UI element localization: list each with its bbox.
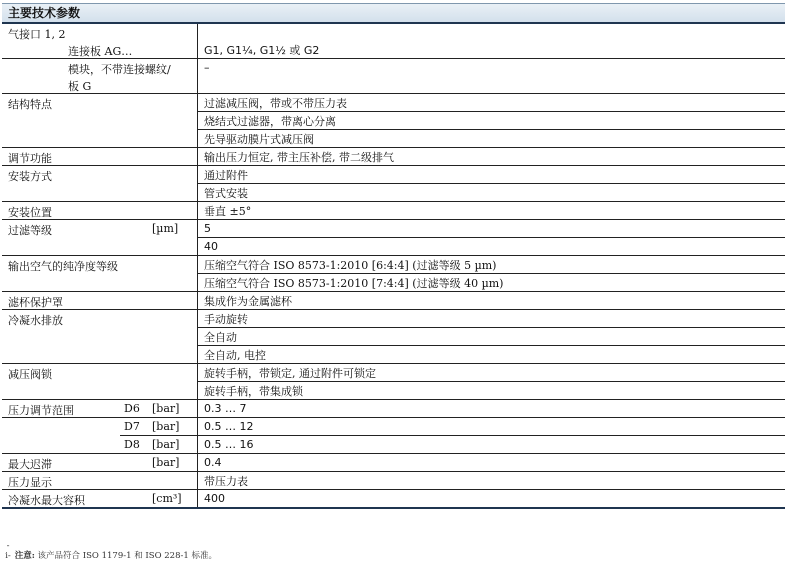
row-label: 滤杯保护罩 xyxy=(8,296,63,309)
row-value: 手动旋转 xyxy=(198,310,786,328)
row-value: 烧结式过滤器，带离心分离 xyxy=(198,112,786,130)
row-label: 压力显示 xyxy=(8,476,52,489)
variant-code: D6 xyxy=(124,402,140,415)
table-row xyxy=(2,41,785,59)
row-sublabel: 板 G xyxy=(68,80,92,93)
table-row xyxy=(2,364,785,382)
row-value: 通过附件 xyxy=(198,166,786,184)
table-row xyxy=(2,202,785,220)
spec-sheet xyxy=(2,3,785,509)
row-label: 输出空气的纯净度等级 xyxy=(8,260,118,273)
variant-code: D8 xyxy=(124,437,140,451)
table-row xyxy=(2,436,785,454)
row-value: 垂直 ±5° xyxy=(198,202,786,220)
row-label: 减压阀锁 xyxy=(8,368,52,381)
variant-code: D7 xyxy=(124,420,140,433)
row-value: 带压力表 xyxy=(198,472,786,490)
footnote xyxy=(4,541,217,561)
table-row xyxy=(2,328,785,346)
row-label: 气接口 1, 2 xyxy=(8,28,66,41)
table-row xyxy=(2,148,785,166)
row-value: 0.5 … 12 xyxy=(198,418,786,436)
row-value: 0.3 … 7 xyxy=(198,400,786,418)
row-value: 400 xyxy=(204,492,225,505)
row-value: 0.4 xyxy=(198,454,786,472)
unit-label: [bar] xyxy=(152,420,180,433)
unit-label: [bar] xyxy=(152,456,180,469)
table-row xyxy=(2,382,785,400)
unit-label: [cm³] xyxy=(152,492,182,505)
table-row xyxy=(2,418,785,436)
row-label: 安装位置 xyxy=(8,206,52,219)
row-value: 全自动, 电控 xyxy=(198,346,786,364)
unit-label: [µm] xyxy=(152,222,179,235)
row-value: 旋转手柄，带锁定, 通过附件可锁定 xyxy=(198,364,786,382)
table-row xyxy=(2,130,785,148)
table-row xyxy=(2,94,785,112)
table-row xyxy=(2,220,785,238)
spec-table xyxy=(2,24,785,507)
table-row xyxy=(2,292,785,310)
table-row xyxy=(2,310,785,328)
row-label: 最大迟滞 xyxy=(8,458,52,471)
row-value: 全自动 xyxy=(198,328,786,346)
note-label: 注意: xyxy=(14,551,35,561)
row-label: 冷凝水最大容积 xyxy=(8,494,85,507)
unit-label: [bar] xyxy=(152,437,180,451)
table-row xyxy=(2,238,785,256)
row-value: 管式安装 xyxy=(198,184,786,202)
row-value: 集成作为金属滤杯 xyxy=(198,292,786,310)
row-label: 过滤等级 xyxy=(8,224,52,237)
divider xyxy=(2,507,785,509)
row-label: 调节功能 xyxy=(8,152,52,165)
info-icon: -i- xyxy=(5,541,11,561)
table-row xyxy=(2,256,785,274)
table-row xyxy=(2,274,785,292)
table-row xyxy=(2,346,785,364)
table-row xyxy=(2,166,785,184)
row-value: 过滤减压阀，带或不带压力表 xyxy=(198,94,786,112)
row-value: 40 xyxy=(198,238,786,256)
row-value: – xyxy=(198,59,786,94)
table-row xyxy=(2,454,785,472)
row-value: G1, G1¼, G1½ 或 G2 xyxy=(198,41,786,59)
note-text: 该产品符合 ISO 1179-1 和 ISO 228-1 标准。 xyxy=(37,551,217,561)
row-label: 结构特点 xyxy=(8,98,52,111)
unit-label: [bar] xyxy=(152,402,180,415)
row-value: 压缩空气符合 ISO 8573-1:2010 [7:4:4] (过滤等级 40 µm) xyxy=(198,274,786,292)
table-row xyxy=(2,490,785,508)
row-value: 0.5 … 16 xyxy=(198,436,786,454)
table-row xyxy=(2,184,785,202)
table-row xyxy=(2,400,785,418)
row-value: 先导驱动膜片式减压阀 xyxy=(198,130,786,148)
row-label: 安装方式 xyxy=(8,170,52,183)
table-row xyxy=(2,24,785,41)
row-sublabel: 连接板 AG… xyxy=(68,45,133,58)
row-value: 压缩空气符合 ISO 8573-1:2010 [6:4:4] (过滤等级 5 µm) xyxy=(198,256,786,274)
row-sublabel: 模块，不带连接螺纹/ xyxy=(68,63,171,76)
row-value: 5 xyxy=(198,220,786,238)
row-value: 旋转手柄，带集成锁 xyxy=(198,382,786,400)
table-row xyxy=(2,112,785,130)
table-row xyxy=(2,472,785,490)
row-value: 输出压力恒定, 带主压补偿, 带二级排气 xyxy=(198,148,786,166)
section-title: 主要技术参数 xyxy=(2,3,785,24)
table-row xyxy=(2,59,785,94)
row-label: 冷凝水排放 xyxy=(8,314,63,327)
row-label: 压力调节范围 xyxy=(8,404,74,417)
